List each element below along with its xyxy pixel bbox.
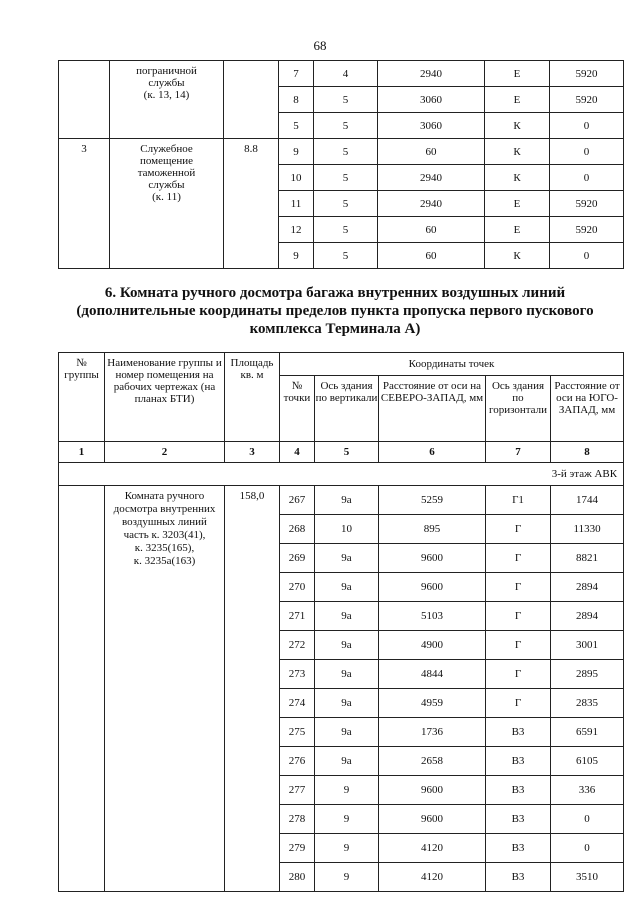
horizontal-axis-cell: Г: [486, 689, 551, 718]
header-vertical-axis: Ось здания по вертикали: [315, 376, 379, 442]
point-number-cell: 11: [279, 191, 314, 217]
southwest-distance-cell: 6105: [551, 747, 624, 776]
southwest-distance-cell: 3001: [551, 631, 624, 660]
area-cell: 8.8: [224, 139, 279, 269]
group-name-line: службы: [148, 179, 185, 191]
header-northwest-distance: Расстояние от оси на СЕВЕРО-ЗАПАД, мм: [379, 376, 486, 442]
horizontal-axis-cell: В3: [486, 776, 551, 805]
column-number: 8: [551, 442, 624, 463]
northwest-distance-cell: 4844: [379, 660, 486, 689]
southwest-distance-cell: 5920: [550, 191, 624, 217]
point-number-cell: 267: [280, 486, 315, 515]
table-row: [59, 61, 624, 87]
horizontal-axis-cell: К: [485, 165, 550, 191]
table-row: [59, 139, 624, 165]
horizontal-axis-cell: Е: [485, 61, 550, 87]
horizontal-axis-cell: К: [485, 243, 550, 269]
group-number-cell: [59, 61, 110, 139]
southwest-distance-cell: 0: [550, 243, 624, 269]
point-number-cell: 269: [280, 544, 315, 573]
northwest-distance-cell: 5103: [379, 602, 486, 631]
column-number: 7: [486, 442, 551, 463]
point-number-cell: 273: [280, 660, 315, 689]
vertical-axis-cell: 4: [314, 61, 378, 87]
group-name-line: досмотра внутренних: [113, 503, 216, 515]
point-number-cell: 274: [280, 689, 315, 718]
southwest-distance-cell: 0: [551, 834, 624, 863]
point-number-cell: 275: [280, 718, 315, 747]
northwest-distance-cell: 9600: [379, 805, 486, 834]
point-number-cell: 9: [279, 243, 314, 269]
header-horizontal-axis: Ось здания по горизонтали: [486, 376, 551, 442]
point-number-cell: 272: [280, 631, 315, 660]
point-number-cell: 268: [280, 515, 315, 544]
horizontal-axis-cell: В3: [486, 747, 551, 776]
point-number-cell: 271: [280, 602, 315, 631]
column-number: 4: [280, 442, 315, 463]
southwest-distance-cell: 2894: [551, 573, 624, 602]
area-cell: [224, 61, 279, 139]
group-name-line: Комната ручного: [124, 490, 205, 502]
northwest-distance-cell: 4959: [379, 689, 486, 718]
main-coordinates-table: [58, 352, 624, 892]
northwest-distance-cell: 9600: [379, 544, 486, 573]
northwest-distance-cell: 4120: [379, 863, 486, 892]
southwest-distance-cell: 6591: [551, 718, 624, 747]
vertical-axis-cell: 5: [314, 191, 378, 217]
northwest-distance-cell: 2940: [378, 165, 485, 191]
point-number-cell: 5: [279, 113, 314, 139]
southwest-distance-cell: 0: [550, 113, 624, 139]
northwest-distance-cell: 4120: [379, 834, 486, 863]
southwest-distance-cell: 8821: [551, 544, 624, 573]
horizontal-axis-cell: Г: [486, 602, 551, 631]
group-name-line: часть к. 3203(41),: [123, 529, 206, 541]
group-name-cell: [110, 61, 224, 139]
column-number: 3: [225, 442, 280, 463]
group-name-line: службы: [148, 77, 185, 89]
vertical-axis-cell: 5: [314, 217, 378, 243]
group-name-line: к. 3235(165),: [134, 542, 195, 554]
northwest-distance-cell: 9600: [379, 776, 486, 805]
point-number-cell: 8: [279, 87, 314, 113]
column-numbers-row: [59, 442, 624, 463]
header-group-number: № группы: [59, 353, 105, 442]
northwest-distance-cell: 2658: [379, 747, 486, 776]
vertical-axis-cell: 9а: [315, 602, 379, 631]
header-group-name: Наименование группы и номер помещения на рабочих чертежах (на планах БТИ): [105, 353, 225, 442]
northwest-distance-cell: 5259: [379, 486, 486, 515]
group-name-line: помещение: [139, 155, 194, 167]
horizontal-axis-cell: Г: [486, 515, 551, 544]
header-coordinates: Координаты точек: [280, 353, 624, 376]
point-number-cell: 9: [279, 139, 314, 165]
vertical-axis-cell: 9а: [315, 689, 379, 718]
southwest-distance-cell: 5920: [550, 61, 624, 87]
northwest-distance-cell: 1736: [379, 718, 486, 747]
group-name-line: пограничной: [136, 65, 197, 77]
table-row: [59, 486, 624, 515]
point-number-cell: 277: [280, 776, 315, 805]
southwest-distance-cell: 336: [551, 776, 624, 805]
horizontal-axis-cell: Г: [486, 631, 551, 660]
vertical-axis-cell: 9: [315, 863, 379, 892]
floor-spacer: [59, 463, 105, 486]
group-number-cell: [59, 486, 105, 892]
top-coordinates-table: [58, 60, 624, 269]
northwest-distance-cell: 2940: [378, 191, 485, 217]
horizontal-axis-cell: К: [485, 113, 550, 139]
northwest-distance-cell: 60: [378, 139, 485, 165]
horizontal-axis-cell: Г: [486, 573, 551, 602]
vertical-axis-cell: 5: [314, 165, 378, 191]
horizontal-axis-cell: Г: [486, 544, 551, 573]
point-number-cell: 10: [279, 165, 314, 191]
group-name-line: Служебное: [140, 143, 193, 155]
column-number: 2: [105, 442, 225, 463]
horizontal-axis-cell: В3: [486, 805, 551, 834]
horizontal-axis-cell: В3: [486, 718, 551, 747]
northwest-distance-cell: 9600: [379, 573, 486, 602]
point-number-cell: 276: [280, 747, 315, 776]
floor-row: [59, 463, 624, 486]
northwest-distance-cell: 60: [378, 217, 485, 243]
vertical-axis-cell: 9а: [315, 486, 379, 515]
southwest-distance-cell: 11330: [551, 515, 624, 544]
southwest-distance-cell: 2835: [551, 689, 624, 718]
southwest-distance-cell: 3510: [551, 863, 624, 892]
vertical-axis-cell: 9а: [315, 660, 379, 689]
northwest-distance-cell: 4900: [379, 631, 486, 660]
point-number-cell: 280: [280, 863, 315, 892]
vertical-axis-cell: 10: [315, 515, 379, 544]
section-heading: 6. Комната ручного досмотра багажа внутренних воздушных линий (дополнительные координаты пределов пункта пропуска первого пускового комплекса Терминала А): [76, 285, 594, 337]
vertical-axis-cell: 9а: [315, 544, 379, 573]
point-number-cell: 278: [280, 805, 315, 834]
group-name-cell: [105, 486, 225, 892]
group-name-line: воздушных линий: [122, 516, 207, 528]
group-name-line: (к. 13, 14): [143, 89, 190, 101]
point-number-cell: 279: [280, 834, 315, 863]
southwest-distance-cell: 0: [551, 805, 624, 834]
page-number: 68: [313, 38, 327, 53]
horizontal-axis-cell: К: [485, 139, 550, 165]
point-number-cell: 7: [279, 61, 314, 87]
header-point-number: № точки: [280, 376, 315, 442]
vertical-axis-cell: 9а: [315, 631, 379, 660]
vertical-axis-cell: 9: [315, 776, 379, 805]
southwest-distance-cell: 1744: [551, 486, 624, 515]
vertical-axis-cell: 9а: [315, 718, 379, 747]
horizontal-axis-cell: Е: [485, 191, 550, 217]
area-cell: 158,0: [225, 486, 280, 892]
southwest-distance-cell: 2895: [551, 660, 624, 689]
vertical-axis-cell: 5: [314, 87, 378, 113]
point-number-cell: 12: [279, 217, 314, 243]
group-name-line: к. 3235а(163): [133, 555, 196, 567]
vertical-axis-cell: 9а: [315, 573, 379, 602]
horizontal-axis-cell: Е: [485, 87, 550, 113]
header-southwest-distance: Расстояние от оси на ЮГО-ЗАПАД, мм: [551, 376, 624, 442]
vertical-axis-cell: 9: [315, 834, 379, 863]
column-number: 5: [315, 442, 379, 463]
column-number: 6: [379, 442, 486, 463]
southwest-distance-cell: 5920: [550, 87, 624, 113]
vertical-axis-cell: 9: [315, 805, 379, 834]
northwest-distance-cell: 895: [379, 515, 486, 544]
northwest-distance-cell: 2940: [378, 61, 485, 87]
point-number-cell: 270: [280, 573, 315, 602]
vertical-axis-cell: 5: [314, 113, 378, 139]
southwest-distance-cell: 0: [550, 139, 624, 165]
vertical-axis-cell: 9а: [315, 747, 379, 776]
horizontal-axis-cell: Е: [485, 217, 550, 243]
group-name-line: таможенной: [137, 167, 196, 179]
group-name-cell: [110, 139, 224, 269]
northwest-distance-cell: 3060: [378, 113, 485, 139]
horizontal-axis-cell: В3: [486, 863, 551, 892]
horizontal-axis-cell: Г1: [486, 486, 551, 515]
column-number: 1: [59, 442, 105, 463]
northwest-distance-cell: 60: [378, 243, 485, 269]
floor-label: 3-й этаж АВК: [105, 463, 624, 486]
horizontal-axis-cell: Г: [486, 660, 551, 689]
header-area: Площадь кв. м: [225, 353, 280, 442]
vertical-axis-cell: 5: [314, 243, 378, 269]
southwest-distance-cell: 2894: [551, 602, 624, 631]
southwest-distance-cell: 5920: [550, 217, 624, 243]
group-number-cell: 3: [59, 139, 110, 269]
vertical-axis-cell: 5: [314, 139, 378, 165]
group-name-line: (к. 11): [152, 191, 181, 203]
northwest-distance-cell: 3060: [378, 87, 485, 113]
southwest-distance-cell: 0: [550, 165, 624, 191]
horizontal-axis-cell: В3: [486, 834, 551, 863]
